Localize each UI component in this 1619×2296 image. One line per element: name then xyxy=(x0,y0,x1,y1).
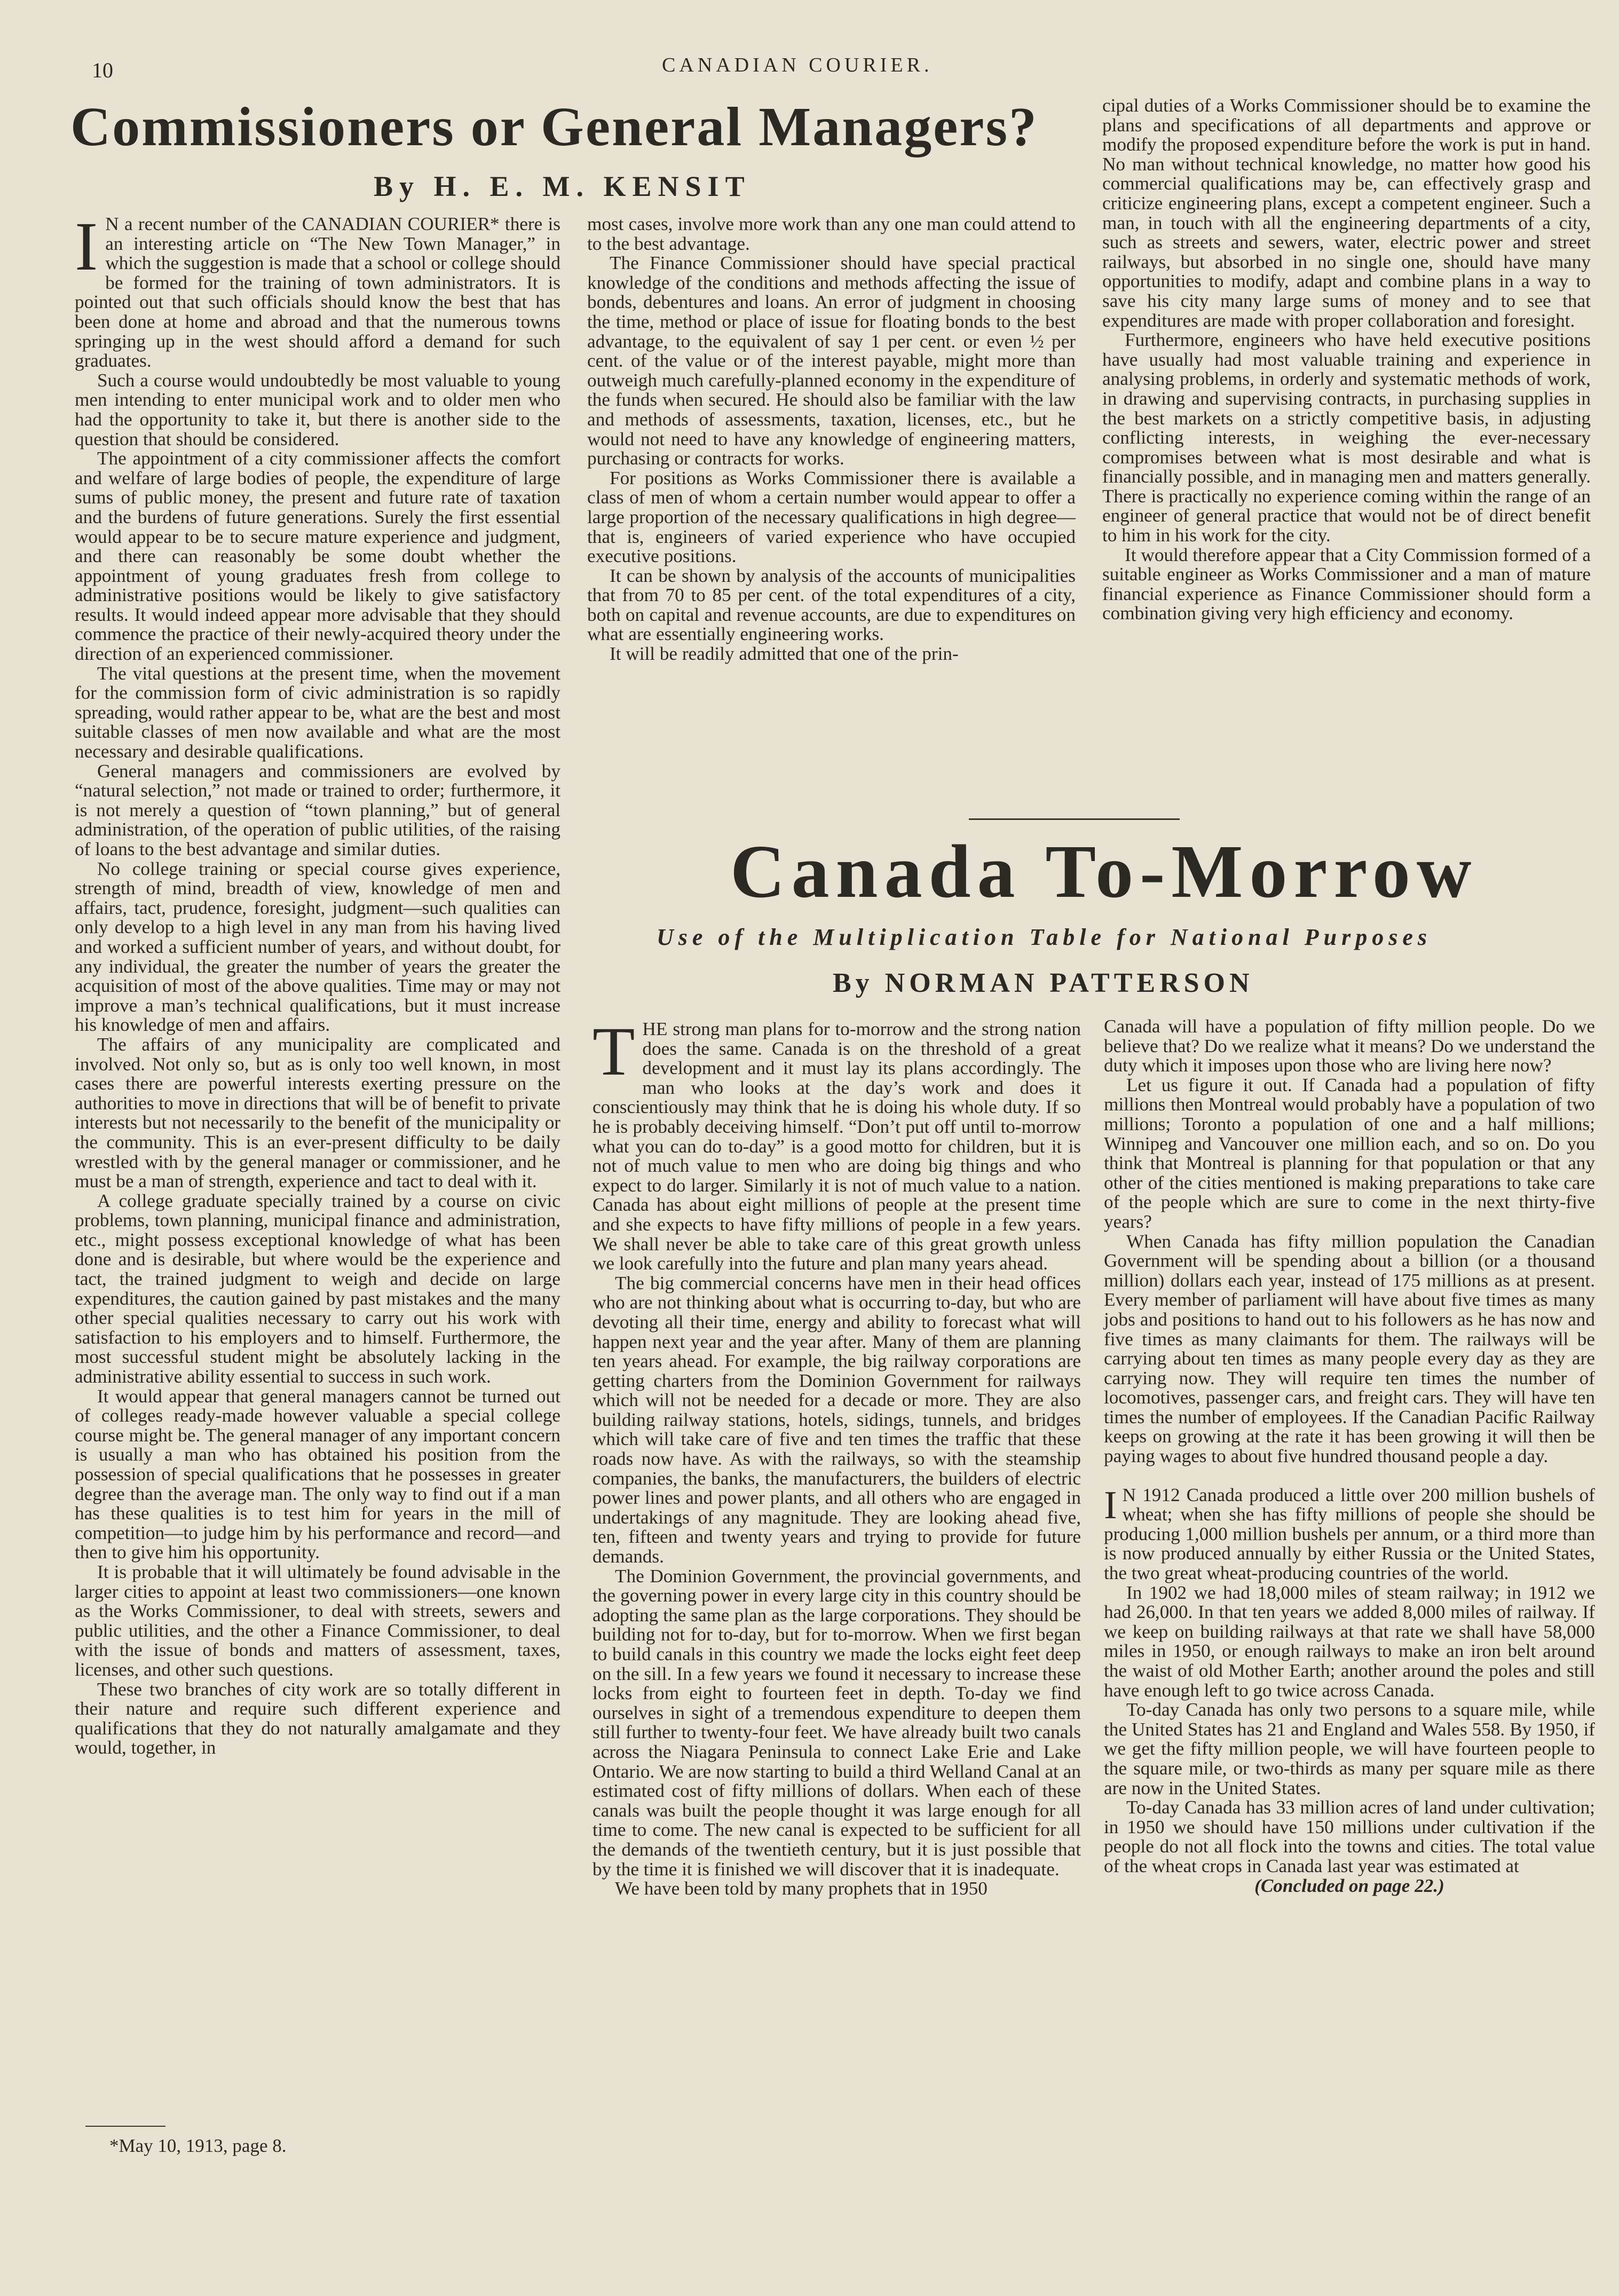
article1-dropcap: I xyxy=(75,208,98,285)
page-number: 10 xyxy=(92,58,113,82)
article-separator xyxy=(969,818,1180,820)
paragraph: The Finance Commissioner should have special practical knowledge of the conditions and methods affecting the issue of bonds, debentures and loans. An error of judgment in choosing the time, method or place of issue for floating bonds to the best advantage, to the equivalent of say 1 per cent. or even ½ per cent. of the value or of the interest payable, might more than outweigh much carefully-planned economy in the expenditure of the funds when secured. He should also be familiar with the law and methods of assessments, taxation, licenses, etc., but he would not need to have any knowledge of engineering matters, purchasing or contracts for works. xyxy=(587,253,1076,469)
paragraph: It can be shown by analysis of the accounts of municipalities that from 70 to 85 per cent. of the total expenditures of a city, both on capital and revenue accounts, are due to expenditures on what are essentially engineering works. xyxy=(587,565,1076,645)
paragraph: These two branches of city work are so totally different in their nature and require such different experience and qualifications that they do not naturally amalgamate and they would, together, in xyxy=(75,1678,560,1758)
article2-subtitle: Use of the Multiplication Table for National Purposes xyxy=(657,924,1432,950)
article2-byline: By NORMAN PATTERSON xyxy=(833,968,1254,998)
footnote: *May 10, 1913, page 8. xyxy=(109,2135,287,2156)
article2-dropcap: T xyxy=(593,1013,635,1090)
paragraph: N 1912 Canada produced a little over 200 million bushels of wheat; when she has fifty millions of people she should be producing 1,000 million bushels per annum, or a third more than is now produced annually by either Russia or the United States, the two great wheat-producing countries of the world. xyxy=(1104,1484,1595,1584)
continued-note: (Concluded on page 22.) xyxy=(1254,1875,1444,1896)
paragraph: To-day Canada has only two persons to a square mile, while the United States has 21 and England and Wales 558. By 1950, if we get the fifty million people, we will have fourteen people to the square mile, or two-thirds as many per square mile as there are now in the United States. xyxy=(1104,1699,1595,1798)
paragraph: Such a course would undoubtedly be most valuable to young men intending to enter municipal work and to older men who had the opportunity to take it, but there is another side to the question that should be considered. xyxy=(75,369,560,449)
article1-column-3 xyxy=(1102,96,1591,624)
paragraph: The appointment of a city commissioner affects the comfort and welfare of large bodies of people, the expenditure of large sums of public money, the present and future rate of taxation and the burdens of future generations. Surely the first essential would appear to be to secure mature experience and judgment, and there can reasonably be some doubt whether the appointment of young graduates fresh from college to administrative positions would be likely to give satisfactory results. It would indeed appear more advisable that they should commence the practice of their newly-acquired theory under the direction of an experienced commissioner. xyxy=(75,448,560,665)
paragraph: The affairs of any municipality are complicated and involved. Not only so, but as is only too well known, in most cases there are powerful interests exerting pressure on the authorities to move in directions that will be of benefit to private interests but not necessarily to the benefit of the municipality or the community. This is an ever-present difficulty to be daily wrestled with by the general manager or commissioner, and he must be a man of strength, experience and tact to deal with it. xyxy=(75,1033,560,1192)
article2-column-2 xyxy=(1104,1017,1595,1896)
paragraph: The Dominion Government, the provincial governments, and the governing power in every large city in this country should be adopting the same plan as the large corporations. They should be building not for to-day, but for to-morrow. When we first began to build canals in this country we made the locks eight feet deep on the sill. In a few years we found it necessary to increase these locks from eight to fourteen feet in depth. To-day we find ourselves in sight of a tremendous expenditure to deepen them still further to twenty-four feet. We have already built two canals across the Niagara Peninsula to connect Lake Erie and Lake Ontario. We are now starting to build a third Welland Canal at an estimated cost of fifty millions of dollars. When each of these canals was built the people thought it was large enough for all time to come. The new canal is expected to be sufficient for all the demands of the twentieth century, but it is just possible that by the time it is finished we will discover that it is inadequate. xyxy=(593,1565,1081,1880)
paragraph: It is probable that it will ultimately be found advisable in the larger cities to appoint at least two commissioners—one known as the Works Commissioner, to deal with streets, sewers and public utilities, and the other a Finance Commissioner, to deal with the issue of bonds and matters of assessment, taxes, licenses, and other such questions. xyxy=(75,1561,560,1680)
paragraph: It would therefore appear that a City Commission formed of a suitable engineer as Works Commissioner and a man of mature financial experience as Finance Commissioner should form a combination giving very high efficiency and economy. xyxy=(1102,544,1591,624)
paragraph: It will be readily admitted that one of the prin- xyxy=(610,643,959,665)
paragraph: To-day Canada has 33 million acres of land under cultivation; in 1950 we should have 150 millions under cultivation if the people do not all flock into the towns and cities. The total value of the wheat crops in Canada last year was estimated at xyxy=(1104,1797,1595,1876)
article2-dropcap-secondary: I xyxy=(1104,1483,1117,1527)
paragraph: N a recent number of the CANADIAN COURIER* there is an interesting article on “The New Town Manager,” in which the suggestion is made that a school or college should be formed for the training of town administrators. It is pointed out that such officials should know the best that has been done at home and abroad and that the numerous towns springing up in the west should afford a demand for such graduates. xyxy=(75,214,560,372)
running-title: CANADIAN COURIER. xyxy=(662,54,933,76)
article1-column-1 xyxy=(75,208,560,1758)
article1-byline: By H. E. M. KENSIT xyxy=(374,170,751,202)
footnote-rule xyxy=(85,2126,165,2127)
paragraph: Canada will have a population of fifty million people. Do we believe that? Do we realize what it means? Do we understand the duty which it imposes upon those who are living here now? xyxy=(1104,1016,1595,1076)
paragraph: HE strong man plans for to-morrow and the strong nation does the same. Canada is on the threshold of a great development and it must lay its plans accordingly. The man who looks at the day’s work and does it conscientiously may think that he is doing his whole duty. If so he is probably deceiving himself. “Don’t put off until to-morrow what you can do to-day” is a good motto for children, but it is not of much value to men who are doing big things and who expect to do larger. Similarly it is not of much value to a nation. Canada has about eight millions of people at the present time and she expects to have fifty millions of people in a few years. We shall never be able to take care of this great growth unless we look carefully into the future and plan many years ahead. xyxy=(593,1019,1081,1274)
paragraph: General managers and commissioners are evolved by “natural selection,” not made or trained to order; furthermore, it is not merely a question of “town planning,” but of general administration, of the operation of public utilities, of the raising of loans to the best advantage and similar duties. xyxy=(75,760,560,859)
paragraph: We have been told by many prophets that in 1950 xyxy=(615,1878,988,1899)
paragraph: No college training or special course gives experience, strength of mind, breadth of view, knowledge of men and affairs, tact, prudence, foresight, judgment—such qualities can only develop to a high level in any man from his having lived and worked a sufficient number of years, and without doubt, for any individual, the greater the number of years the greater the acquisition of most of the above qualities. Time may or may not improve a man’s technical qualifications, but it must increase his knowledge of men and affairs. xyxy=(75,858,560,1036)
paragraph: When Canada has fifty million population the Canadian Government will be spending about a billion (or a thousand million) dollars each year, instead of 175 millions as at present. Every member of parliament will have about five times as many jobs and positions to hand out to his followers as he has now and five times as many claimants for them. The railways will be carrying about ten times as many people every day as they are carrying now. They will require ten times the number of locomotives, passenger cars, and freight cars. They will have ten times the number of employees. If the Canadian Pacific Railway keeps on growing at the rate it has been growing it will then be paying wages to about five hundred thousand people a day. xyxy=(1104,1230,1595,1467)
paragraph: most cases, involve more work than any one man could attend to to the best advantage. xyxy=(587,214,1076,254)
article2-title: Canada To-Morrow xyxy=(730,829,1478,913)
paragraph: Furthermore, engineers who have held executive positions have usually had most valuable training and experience in analysing problems, in orderly and systematic methods of work, in drawing and supervising contracts, in purchasing supplies in the best markets on a strictly competitive basis, in adjusting conflicting interests, in weighing the ever-necessary compromises between what is most desirable and what is financially possible, and in managing men and matters generally. There is practically no experience coming within the range of an engineer of general practice that would not be of direct benefit to him in his work for the city. xyxy=(1102,329,1591,546)
article1-title: Commissioners or General Managers? xyxy=(70,96,1038,157)
article1-column-2 xyxy=(587,215,1076,664)
article2-column-1 xyxy=(593,1013,1081,1899)
paragraph: It would appear that general managers cannot be turned out of colleges ready-made however valuable a special college course might be. The general manager of any important concern is usually a man who has obtained his position from the possession of special qualifications that he possesses in greater degree than the average man. The only way to find out if a man has these qualities is to test him for years in the mill of competition—to judge him by his performance and record—and then to give him his opportunity. xyxy=(75,1385,560,1563)
paragraph: The vital questions at the present time, when the movement for the commission form of civic administration is so rapidly spreading, would rather appear to be, what are the best and most suitable classes of men now available and what are the most necessary and desirable qualifications. xyxy=(75,662,560,762)
paragraph: The big commercial concerns have men in their head offices who are not thinking about what is occurring to-day, but who are devoting all their time, energy and ability to forecast what will happen next year and the year after. Many of them are planning ten years ahead. For example, the big railway corporations are getting charters from the Dominion Government for railways which will not be needed for a decade or more. They are also building railway stations, hotels, sidings, tunnels, and bridges which will take care of five and ten times the traffic that these roads now have. As with the railways, so with the steamship companies, the banks, the manufacturers, the builders of electric power lines and power plants, and all others who are engaged in undertakings of any magnitude. They are looking ahead five, ten, fifteen and twenty years and trying to provide for future demands. xyxy=(593,1272,1081,1567)
paragraph: For positions as Works Commissioner there is available a class of men of whom a certain number would appear to offer a large proportion of the necessary qualifications in high degree—that is, engineers of varied experience who have occupied executive positions. xyxy=(587,467,1076,567)
paragraph: cipal duties of a Works Commissioner should be to examine the plans and specifications of all departments and approve or modify the proposed expenditure before the work is put in hand. No man without technical knowledge, no matter how good his commercial qualifications may be, can effectively grasp and criticize engineering plans, except a competent engineer. Such a man, in touch with all the engineering departments of a city, such as streets and sewers, water, electric power and street railways, but absorbed in no single one, should have many opportunities to modify, adapt and combine plans in a way to save his city many large sums of money and to see that expenditures are made with proper collaboration and foresight. xyxy=(1102,95,1591,331)
paragraph: In 1902 we had 18,000 miles of steam railway; in 1912 we had 26,000. In that ten years we added 8,000 miles of railway. If we keep on building railways at that rate we shall have 58,000 miles in 1950, or enough railways to make an iron belt around the waist of old Mother Earth; another around the poles and still have enough left to go twice across Canada. xyxy=(1104,1582,1595,1701)
paragraph: Let us figure it out. If Canada had a population of fifty millions then Montreal would probably have a population of two millions; Toronto a population of one and a half millions; Winnipeg and Vancouver one million each, and so on. Do you think that Montreal is planning for that population or that any other of the cities mentioned is making preparations to take care of the people which are sure to come in the next thirty-five years? xyxy=(1104,1074,1595,1232)
paragraph: A college graduate specially trained by a course on civic problems, town planning, municipal finance and administration, etc., might possess exceptional knowledge of what has been done and is desirable, but where would be the experience and tact, the trained judgment to weigh and decide on large expenditures, the caution gained by past mistakes and the many other special qualities necessary to carry out his work with satisfaction to his employers and to himself. Furthermore, the most successful student might be absolutely lacking in the administrative ability essential to success in such work. xyxy=(75,1190,560,1387)
